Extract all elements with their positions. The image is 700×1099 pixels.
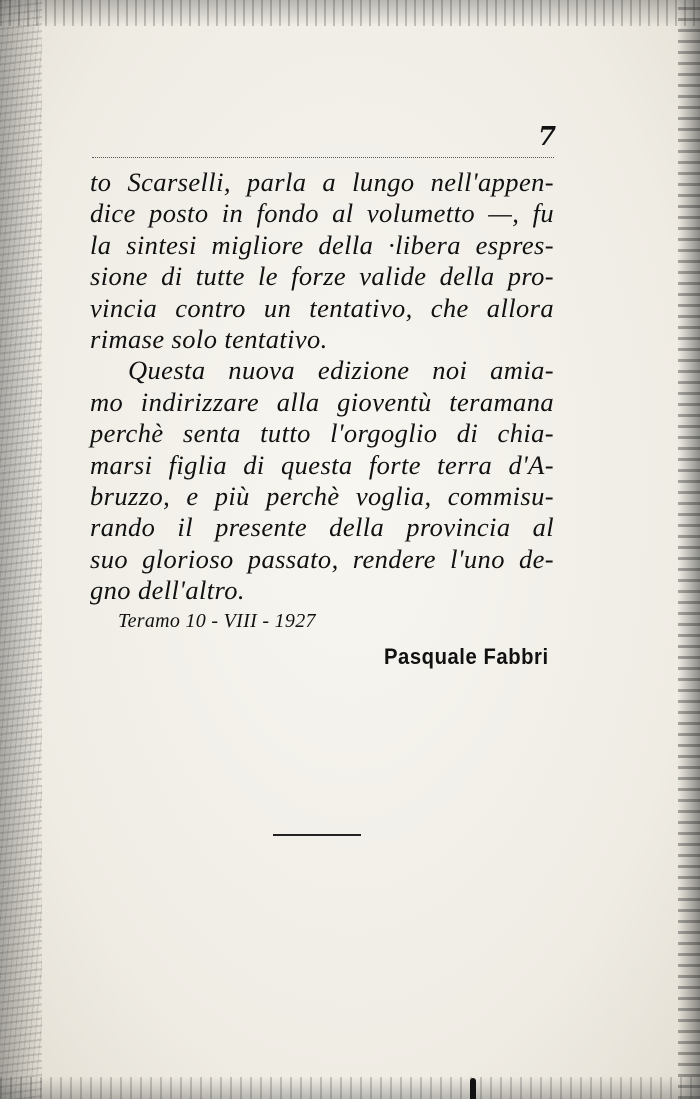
- paragraph-2: [90, 355, 554, 606]
- text-line: marsi figlia di questa forte terra d'A-: [90, 449, 554, 480]
- scan-edge-left: [0, 0, 42, 1099]
- text-line: suo glorioso passato, rendere l'uno de-: [90, 543, 554, 574]
- paragraph-1: [90, 167, 554, 355]
- scan-edge-top: [0, 0, 700, 26]
- header-dotted-rule: [92, 157, 554, 158]
- text-line: Questa nuova edizione noi amia-: [128, 355, 554, 386]
- dateline: Teramo 10 - VIII - 1927: [118, 610, 316, 632]
- text-line: bruzzo, e più perchè voglia, commisu-: [90, 480, 554, 511]
- text-line: rimase solo tentativo.: [90, 323, 328, 354]
- end-rule: [273, 834, 361, 836]
- signature: Pasquale Fabbri: [384, 644, 549, 669]
- binding-mark: [470, 1078, 476, 1099]
- text-line: to Scarselli, parla a lungo nell'appen-: [90, 167, 554, 197]
- scan-edge-bottom: [0, 1077, 700, 1099]
- text-line: gno dell'altro.: [90, 575, 245, 606]
- text-line: la sintesi migliore della ·libera espres-: [90, 229, 554, 260]
- scan-edge-right: [678, 0, 700, 1099]
- text-line: mo indirizzare alla gioventù teramana: [90, 386, 554, 417]
- page-number: 7: [538, 122, 557, 152]
- body-text: [90, 167, 554, 606]
- text-line: perchè senta tutto l'orgoglio di chia-: [90, 418, 554, 449]
- text-line: dice posto in fondo al volumetto —, fu: [90, 198, 554, 229]
- text-line: vincia contro un tentativo, che allora: [90, 292, 554, 323]
- text-line: rando il presente della provincia al: [90, 512, 554, 543]
- text-line: sione di tutte le forze valide della pro-: [90, 261, 554, 292]
